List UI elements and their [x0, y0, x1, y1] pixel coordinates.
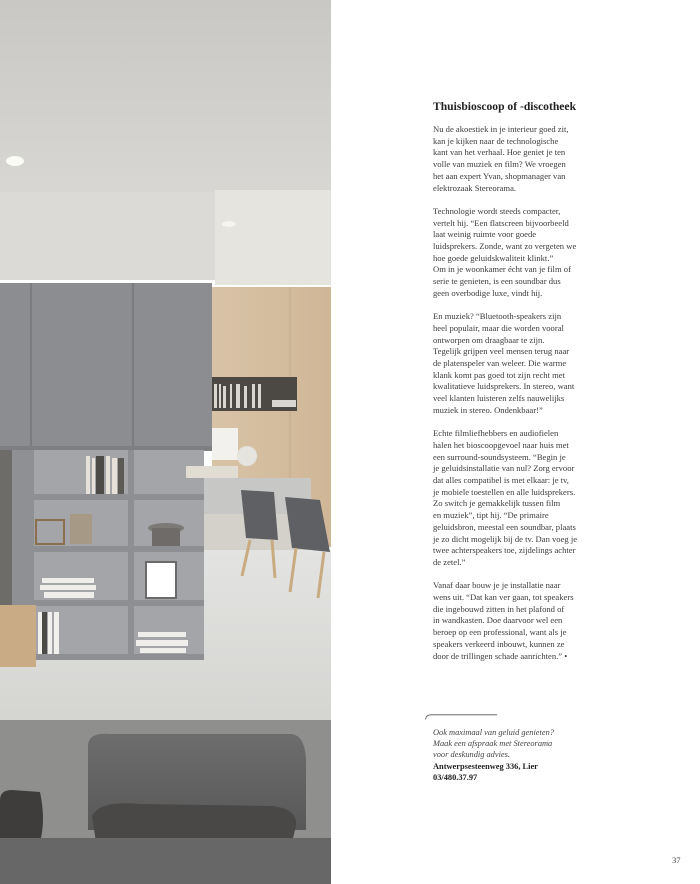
article-body	[433, 100, 611, 674]
note-address: Antwerpsesteenweg 336, Lier	[433, 761, 538, 771]
article-paragraph: Vanaf daar bouw je je installatie naar wens uit. “Dat kan ver gaan, tot speakers die ingebouwd zitten in het plafond of in wandkasten. Doe daarvoor wel een beroep op een professional, want als je speakers verkeerd inbouwt, kunnen ze door de trillingen schade aanrichten.” •	[433, 580, 574, 661]
article-heading: Thuisbioscoop of -discotheek	[433, 100, 577, 113]
note-intro: Ook maximaal van geluid genieten? Maak een afspraak met Stereorama voor deskundig advies.	[433, 728, 554, 760]
article-paragraph: Technologie wordt steeds compacter, vertelt hij. “Een flatscreen bijvoorbeeld laat weinig ruimte voor goede luidsprekers. Zonde, want zo vergeten we hoe goede geluidskwaliteit klinkt.” Om in je woonkamer écht van je film of serie te genieten, is een soundbar dus geen overbodige luxe, vindt hij.	[433, 205, 577, 298]
page-number: 37	[672, 855, 681, 865]
article-paragraph: Nu de akoestiek in je interieur goed zit, kan je kijken naar de technologische kant van het verhaal. Hoe geniet je ten volle van muziek en film? We vroegen het aan expert Yvan, shopmanager van elektrozaak Stereorama.	[433, 124, 569, 193]
article-paragraph: En muziek? “Bluetooth-speakers zijn heel populair, maar die worden vooral ontworpen om draagbaar te zijn. Tegelijk grijpen veel mensen terug naar de platenspeler van weleer. Die warme klank komt pas goed tot zijn recht met kwalitatieve luidsprekers. In stereo, want veel klanten luisteren zelfs nauwelijks muziek in stereo. Ondenkbaar!”	[433, 311, 575, 415]
divider-curve	[425, 714, 497, 720]
contact-note	[433, 727, 613, 783]
article-paragraph: Echte filmliefhebbers en audiofielen halen het bioscoopgevoel naar huis met een surround-soundsysteem. “Begin je je geluidsinstallatie van nul? Zorg ervoor dat alles compatibel is met elkaar: je tv, je mobiele toestellen en alle luidsprekers. Zo switch je gemakkelijk tussen film en muziek”, tipt hij. “De primaire geluidsbron, meestal een soundbar, plaats je zo dicht mogelijk bij de tv. Dan voeg je twee achterspeakers toe, zijdelings achter de zetel.”	[433, 428, 578, 567]
interior-photo	[0, 0, 331, 884]
note-phone: 03/480.37.97	[433, 772, 478, 782]
